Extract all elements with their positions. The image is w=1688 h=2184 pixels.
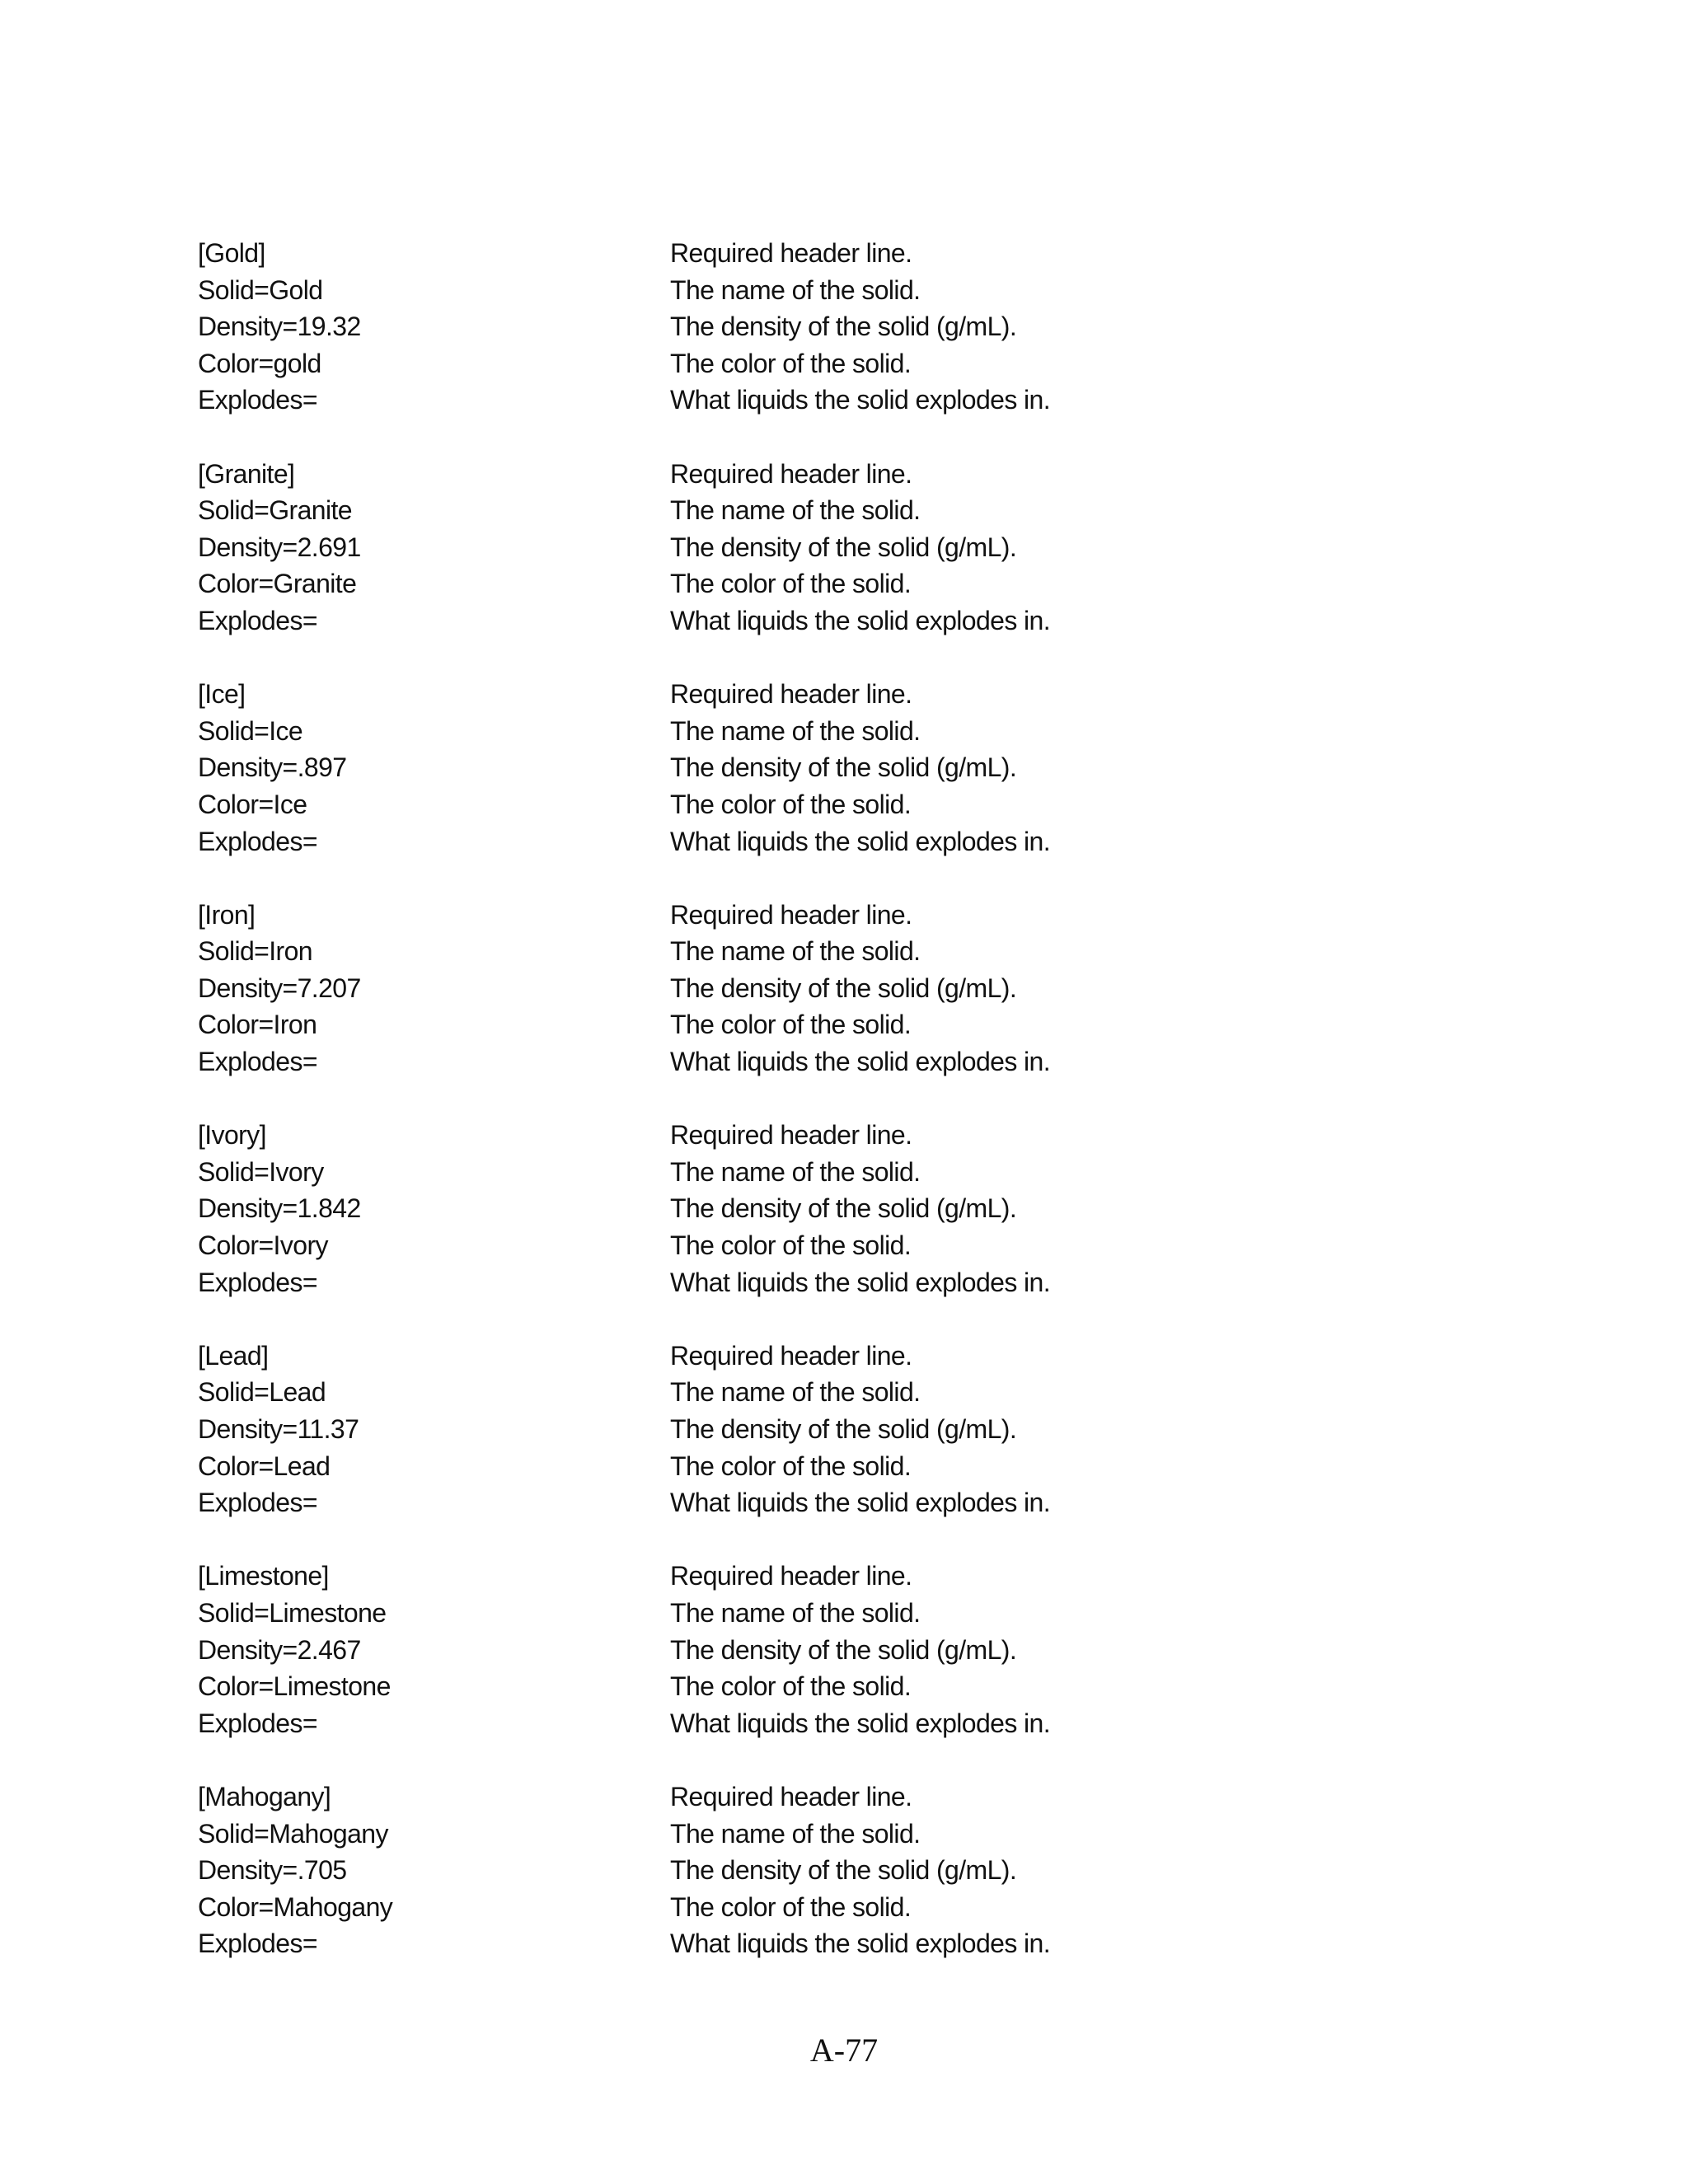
entry-description: The density of the solid (g/mL).	[670, 1855, 1017, 1886]
definition-line	[198, 1632, 1434, 1669]
entry-description: The name of the solid.	[670, 1818, 921, 1849]
entry-description: The density of the solid (g/mL).	[670, 1414, 1017, 1444]
config-entry: Solid=Granite	[198, 495, 352, 526]
entry-description: The density of the solid (g/mL).	[670, 752, 1017, 783]
definition-line	[198, 1779, 1434, 1816]
definition-line	[198, 1374, 1434, 1411]
config-entry: Explodes=	[198, 1488, 317, 1518]
config-entry: Density=.897	[198, 752, 347, 783]
definition-line	[198, 1154, 1434, 1191]
config-entry: [Granite]	[198, 458, 295, 489]
entry-description: What liquids the solid explodes in.	[670, 1047, 1051, 1077]
config-entry: Density=2.691	[198, 532, 361, 562]
document-body	[198, 235, 1434, 1999]
solid-definition-block	[198, 1779, 1434, 1962]
config-entry: [Iron]	[198, 899, 256, 930]
definition-line	[198, 1852, 1434, 1889]
config-entry: [Gold]	[198, 238, 265, 268]
config-entry: Explodes=	[198, 385, 317, 415]
definition-line	[198, 713, 1434, 750]
entry-description: The color of the solid.	[670, 1671, 912, 1702]
entry-description: What liquids the solid explodes in.	[670, 605, 1051, 635]
entry-description: Required header line.	[670, 1120, 912, 1151]
config-entry: Color=Mahogany	[198, 1891, 393, 1922]
definition-line	[198, 933, 1434, 970]
definition-line	[198, 1889, 1434, 1926]
entry-description: The color of the solid.	[670, 1891, 912, 1922]
entry-description: The density of the solid (g/mL).	[670, 1634, 1017, 1665]
config-entry: Color=gold	[198, 348, 321, 378]
config-entry: Color=Lead	[198, 1451, 331, 1481]
config-entry: Explodes=	[198, 1708, 317, 1738]
entry-description: The name of the solid.	[670, 495, 921, 526]
config-entry: [Lead]	[198, 1340, 269, 1371]
entry-description: The color of the solid.	[670, 789, 912, 819]
page-number: A-77	[809, 2032, 879, 2069]
definition-line	[198, 749, 1434, 786]
definition-line	[198, 565, 1434, 602]
entry-description: The density of the solid (g/mL).	[670, 1193, 1017, 1224]
config-entry: Explodes=	[198, 605, 317, 635]
entry-description: Required header line.	[670, 1561, 912, 1591]
config-entry: Color=Granite	[198, 569, 357, 599]
solid-definition-block	[198, 235, 1434, 419]
definition-line	[198, 1484, 1434, 1521]
solid-definition-block	[198, 456, 1434, 640]
config-entry: Solid=Mahogany	[198, 1818, 388, 1849]
solid-definition-block	[198, 1117, 1434, 1301]
config-entry: Density=1.842	[198, 1193, 361, 1224]
entry-description: The color of the solid.	[670, 569, 912, 599]
entry-description: What liquids the solid explodes in.	[670, 1708, 1051, 1738]
config-entry: Solid=Limestone	[198, 1597, 387, 1628]
definition-line	[198, 823, 1434, 860]
definition-line	[198, 235, 1434, 272]
config-entry: Solid=Gold	[198, 274, 323, 305]
config-entry: Explodes=	[198, 1267, 317, 1297]
definition-line	[198, 786, 1434, 823]
definition-line	[198, 492, 1434, 529]
entry-description: The density of the solid (g/mL).	[670, 532, 1017, 562]
definition-line	[198, 1117, 1434, 1154]
config-entry: Color=Limestone	[198, 1671, 391, 1702]
definition-line	[198, 1558, 1434, 1595]
entry-description: The color of the solid.	[670, 1010, 912, 1040]
definition-line	[198, 1448, 1434, 1485]
definition-line	[198, 1411, 1434, 1448]
definition-line	[198, 1925, 1434, 1962]
definition-line	[198, 456, 1434, 493]
config-entry: Density=2.467	[198, 1634, 361, 1665]
config-entry: Color=Iron	[198, 1010, 317, 1040]
entry-description: The name of the solid.	[670, 936, 921, 967]
config-entry: Density=7.207	[198, 972, 361, 1003]
entry-description: The color of the solid.	[670, 348, 912, 378]
config-entry: Density=11.37	[198, 1414, 359, 1444]
entry-description: The color of the solid.	[670, 1451, 912, 1481]
entry-description: What liquids the solid explodes in.	[670, 385, 1051, 415]
config-entry: Solid=Lead	[198, 1377, 326, 1408]
definition-line	[198, 308, 1434, 345]
entry-description: What liquids the solid explodes in.	[670, 1267, 1051, 1297]
config-entry: Explodes=	[198, 1047, 317, 1077]
entry-description: Required header line.	[670, 899, 912, 930]
entry-description: The color of the solid.	[670, 1230, 912, 1261]
entry-description: Required header line.	[670, 238, 912, 268]
config-entry: Explodes=	[198, 826, 317, 856]
entry-description: The density of the solid (g/mL).	[670, 972, 1017, 1003]
entry-description: What liquids the solid explodes in.	[670, 1488, 1051, 1518]
entry-description: The name of the solid.	[670, 715, 921, 746]
config-entry: Solid=Iron	[198, 936, 312, 967]
entry-description: What liquids the solid explodes in.	[670, 1929, 1051, 1959]
config-entry: Color=Ice	[198, 789, 307, 819]
definition-line	[198, 1668, 1434, 1705]
config-entry: Explodes=	[198, 1929, 317, 1959]
entry-description: Required header line.	[670, 1340, 912, 1371]
definition-line	[198, 1705, 1434, 1742]
config-entry: Color=Ivory	[198, 1230, 328, 1261]
entry-description: What liquids the solid explodes in.	[670, 826, 1051, 856]
definition-line	[198, 602, 1434, 640]
definition-line	[198, 1006, 1434, 1043]
definition-line	[198, 1816, 1434, 1853]
entry-description: Required header line.	[670, 679, 912, 710]
definition-line	[198, 1595, 1434, 1632]
definition-line	[198, 1264, 1434, 1301]
definition-line	[198, 897, 1434, 934]
solid-definition-block	[198, 676, 1434, 860]
entry-description: Required header line.	[670, 1781, 912, 1811]
solid-definition-block	[198, 1558, 1434, 1741]
definition-line	[198, 676, 1434, 713]
definition-line	[198, 1190, 1434, 1227]
config-entry: [Mahogany]	[198, 1781, 331, 1811]
entry-description: The density of the solid (g/mL).	[670, 312, 1017, 342]
entry-description: Required header line.	[670, 458, 912, 489]
entry-description: The name of the solid.	[670, 1377, 921, 1408]
config-entry: Density=19.32	[198, 312, 361, 342]
definition-line	[198, 272, 1434, 309]
definition-line	[198, 1338, 1434, 1375]
solid-definition-block	[198, 1338, 1434, 1521]
definition-line	[198, 345, 1434, 382]
config-entry: [Limestone]	[198, 1561, 329, 1591]
entry-description: The name of the solid.	[670, 1156, 921, 1187]
config-entry: Solid=Ivory	[198, 1156, 324, 1187]
config-entry: [Ivory]	[198, 1120, 266, 1151]
solid-definition-block	[198, 897, 1434, 1080]
definition-line	[198, 970, 1434, 1007]
entry-description: The name of the solid.	[670, 274, 921, 305]
config-entry: Solid=Ice	[198, 715, 303, 746]
definition-line	[198, 382, 1434, 419]
config-entry: [Ice]	[198, 679, 246, 710]
definition-line	[198, 529, 1434, 566]
definition-line	[198, 1227, 1434, 1264]
entry-description: The name of the solid.	[670, 1597, 921, 1628]
config-entry: Density=.705	[198, 1855, 347, 1886]
definition-line	[198, 1043, 1434, 1080]
